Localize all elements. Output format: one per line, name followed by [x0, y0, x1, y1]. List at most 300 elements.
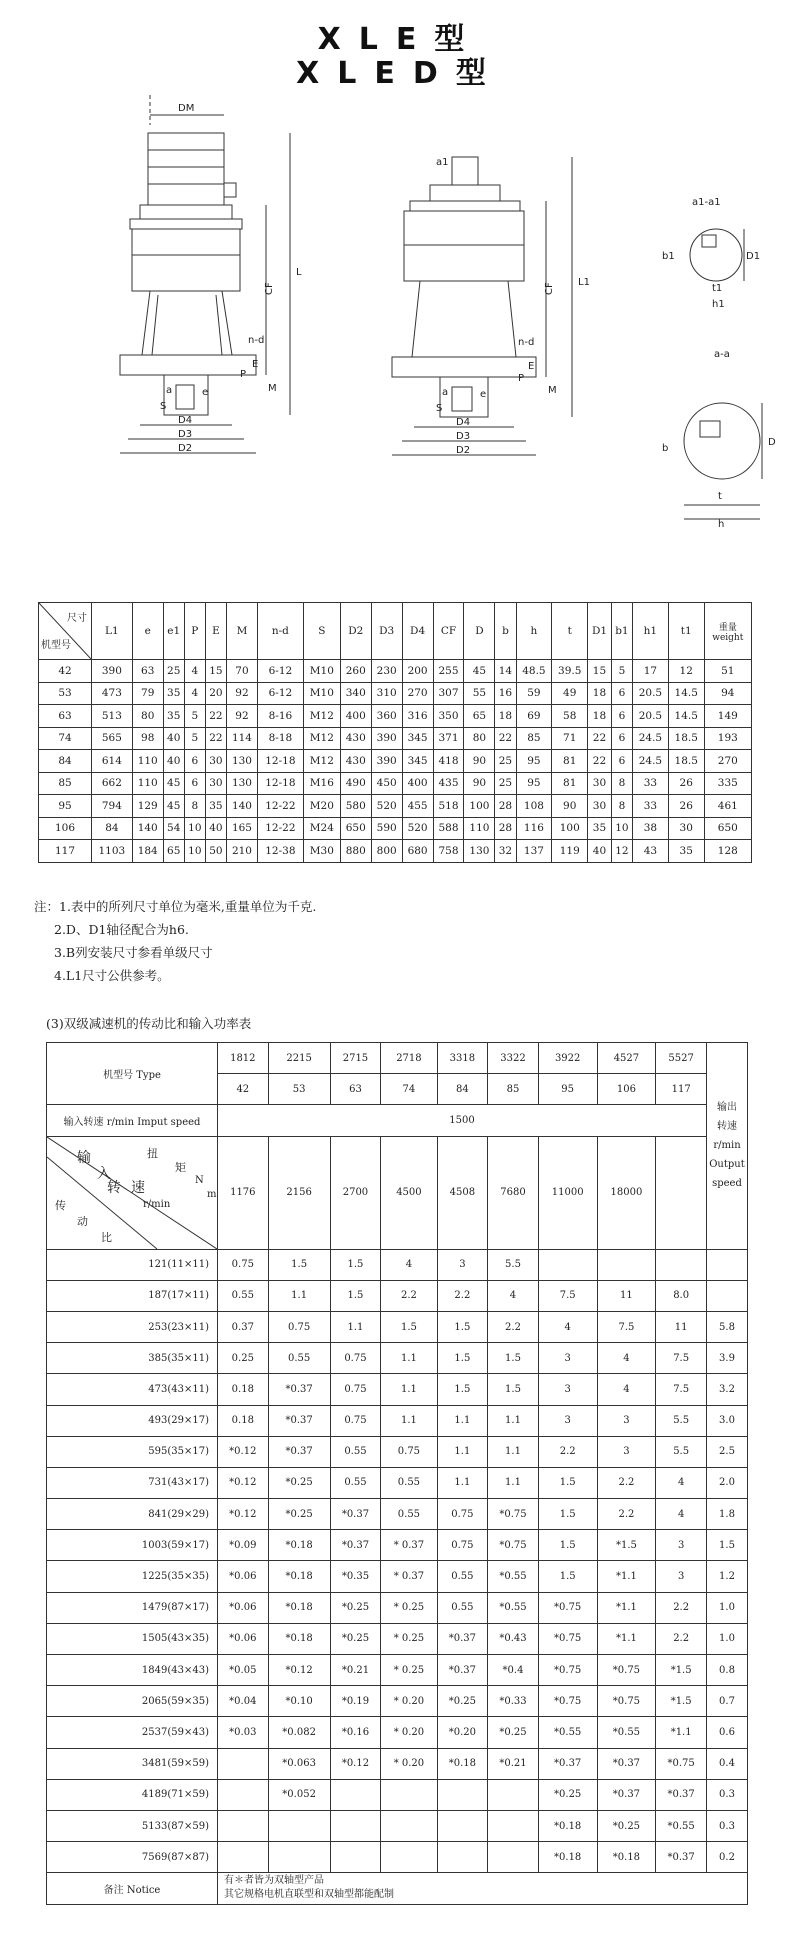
table-cell: [381, 1842, 437, 1873]
table-cell: 1.1: [488, 1405, 539, 1436]
diag-label: 比: [101, 1230, 112, 1244]
table-cell: 40: [163, 750, 184, 773]
label-d4: D4: [178, 415, 193, 426]
label-s-2: S: [436, 403, 443, 414]
label-s: S: [160, 401, 167, 412]
table-cell: 2.2: [656, 1623, 707, 1654]
dim-col-header: D1: [588, 603, 612, 660]
ratio-label-cell: 7569(87×87): [47, 1842, 218, 1873]
table-cell: *0.06: [218, 1623, 269, 1654]
dim-col-header: D: [464, 603, 495, 660]
ratio-label-cell: 5133(87×59): [47, 1810, 218, 1841]
title-xled: XLED型: [296, 56, 504, 91]
table-cell: 30: [588, 772, 612, 795]
table-cell: 165: [227, 817, 258, 840]
table-cell: 33: [632, 772, 668, 795]
ratio-label-cell: 121(11×11): [47, 1249, 218, 1280]
output-label: speed: [712, 1178, 742, 1190]
label-t: t: [718, 491, 722, 502]
table-cell: *0.4: [488, 1655, 539, 1686]
table-cell: 390: [371, 750, 402, 773]
table-cell: 18: [495, 705, 516, 728]
table-cell: *0.37: [597, 1779, 656, 1810]
table-cell: 0.75: [437, 1530, 488, 1561]
table-cell: 45: [464, 660, 495, 683]
table-cell: 345: [402, 750, 433, 773]
table-cell: 0.75: [330, 1405, 381, 1436]
table-cell: 100: [552, 817, 588, 840]
table-cell: 2.2: [597, 1467, 656, 1498]
table-cell: 30: [588, 795, 612, 818]
table-cell: *0.43: [488, 1623, 539, 1654]
table-cell: 3: [597, 1436, 656, 1467]
table-cell: 3: [597, 1405, 656, 1436]
table-cell: 79: [132, 682, 163, 705]
table-cell: M24: [303, 817, 340, 840]
table-cell: 5.8: [707, 1311, 748, 1342]
table-cell: 117: [39, 840, 92, 863]
output-speed-header: [707, 1043, 748, 1250]
table-cell: *0.55: [538, 1717, 597, 1748]
table-cell: * 0.25: [381, 1623, 437, 1654]
model-bottom-cell: 117: [656, 1074, 707, 1105]
table-cell: 1.5: [268, 1249, 330, 1280]
diag-label: 扭: [147, 1146, 158, 1160]
model-top-cell: 4527: [597, 1043, 656, 1074]
table-cell: 4: [597, 1343, 656, 1374]
table-cell: 26: [668, 795, 704, 818]
label-m-2: M: [548, 385, 557, 396]
table-row: [39, 795, 752, 818]
ratio-label-cell: 1003(59×17): [47, 1530, 218, 1561]
table-cell: 6: [611, 727, 632, 750]
table-cell: 184: [132, 840, 163, 863]
table-cell: *0.18: [538, 1810, 597, 1841]
table-cell: 3: [656, 1561, 707, 1592]
table-row: [47, 1561, 748, 1592]
table-cell: 1.5: [538, 1530, 597, 1561]
table-cell: *0.75: [488, 1530, 539, 1561]
table-cell: *0.082: [268, 1717, 330, 1748]
table-cell: 794: [92, 795, 133, 818]
table-cell: 70: [227, 660, 258, 683]
table-cell: *0.75: [597, 1686, 656, 1717]
table-cell: *0.18: [437, 1748, 488, 1779]
table-cell: 1.1: [488, 1436, 539, 1467]
table-cell: *0.20: [437, 1717, 488, 1748]
table-cell: 461: [704, 795, 751, 818]
table-cell: *0.12: [330, 1748, 381, 1779]
dim-col-header: e1: [163, 603, 184, 660]
ratio-label-cell: 3481(59×59): [47, 1748, 218, 1779]
table-row: [47, 1623, 748, 1654]
table-cell: 3.0: [707, 1405, 748, 1436]
weight-label-en: weight: [712, 632, 744, 643]
diag-label: 输: [77, 1149, 91, 1166]
table-cell: 4: [184, 682, 205, 705]
table-cell: 400: [402, 772, 433, 795]
table-cell: 26: [668, 772, 704, 795]
table-cell: 110: [132, 750, 163, 773]
table-row: [47, 1343, 748, 1374]
table-cell: *0.03: [218, 1717, 269, 1748]
table-cell: 400: [340, 705, 371, 728]
table-cell: 0.55: [268, 1343, 330, 1374]
label-aa: a-a: [714, 349, 730, 360]
table-cell: 614: [92, 750, 133, 773]
label-p-2: P: [518, 373, 525, 384]
table-cell: 90: [464, 772, 495, 795]
table-cell: 590: [371, 817, 402, 840]
table-cell: 0.6: [707, 1717, 748, 1748]
table-cell: 800: [371, 840, 402, 863]
table-cell: *0.75: [538, 1623, 597, 1654]
table-cell: 307: [433, 682, 464, 705]
table-row: [47, 1249, 748, 1280]
table-cell: 450: [371, 772, 402, 795]
table-row: [47, 1405, 748, 1436]
table-cell: 6-12: [257, 660, 303, 683]
dim-col-header: D3: [371, 603, 402, 660]
table-cell: M30: [303, 840, 340, 863]
table-cell: 565: [92, 727, 133, 750]
table-cell: 0.8: [707, 1655, 748, 1686]
table-cell: 65: [163, 840, 184, 863]
torque-row: [47, 1136, 748, 1249]
model-bottom-cell: 42: [218, 1074, 269, 1105]
table-cell: 371: [433, 727, 464, 750]
label-l1: L1: [578, 277, 590, 288]
table-cell: *0.18: [268, 1623, 330, 1654]
table-cell: 69: [516, 705, 552, 728]
table-cell: 58: [552, 705, 588, 728]
table-cell: *0.10: [268, 1686, 330, 1717]
table-cell: 81: [552, 772, 588, 795]
table-cell: 2.2: [381, 1280, 437, 1311]
table-cell: [218, 1810, 269, 1841]
table-cell: 490: [340, 772, 371, 795]
table-cell: *0.06: [218, 1561, 269, 1592]
table-cell: [268, 1842, 330, 1873]
table-cell: 0.55: [381, 1467, 437, 1498]
table-cell: 335: [704, 772, 751, 795]
table-cell: *0.55: [488, 1592, 539, 1623]
table-cell: *1.1: [597, 1592, 656, 1623]
table-cell: *0.37: [656, 1842, 707, 1873]
table-cell: 0.2: [707, 1842, 748, 1873]
table-cell: 0.37: [218, 1311, 269, 1342]
table-cell: M12: [303, 727, 340, 750]
torque-cell: 18000: [597, 1136, 656, 1249]
model-bottom-cell: 53: [268, 1074, 330, 1105]
table-cell: 455: [402, 795, 433, 818]
table-cell: 1.1: [381, 1405, 437, 1436]
table-row: [47, 1655, 748, 1686]
table-cell: 33: [632, 795, 668, 818]
note-2: 2.D、D1轴径配合为h6.: [54, 922, 189, 937]
dim-corner-top: 尺寸: [67, 613, 87, 624]
table-cell: 8: [611, 772, 632, 795]
table-cell: 24.5: [632, 727, 668, 750]
label-b: b: [662, 443, 669, 454]
table-cell: 1.1: [381, 1343, 437, 1374]
section-title: (3)双级减速机的传动比和输入功率表: [46, 1016, 252, 1031]
notice-line-2: 其它规格电机直联型和双轴型都能配制: [224, 1889, 394, 1901]
table-cell: *0.12: [218, 1436, 269, 1467]
table-cell: 16: [495, 682, 516, 705]
dim-col-header: E: [205, 603, 226, 660]
table-cell: *0.21: [488, 1748, 539, 1779]
table-cell: 20.5: [632, 682, 668, 705]
table-cell: 94: [704, 682, 751, 705]
table-cell: *1.1: [656, 1717, 707, 1748]
table-cell: 35: [588, 817, 612, 840]
table-cell: *0.04: [218, 1686, 269, 1717]
table-cell: 520: [371, 795, 402, 818]
table-cell: 24.5: [632, 750, 668, 773]
dim-col-header: S: [303, 603, 340, 660]
table-cell: *0.37: [268, 1374, 330, 1405]
table-row: [47, 1530, 748, 1561]
technical-drawings: [0, 95, 800, 545]
table-cell: *0.06: [218, 1592, 269, 1623]
torque-cell: 7680: [488, 1136, 539, 1249]
table-cell: [707, 1249, 748, 1280]
label-p: P: [240, 369, 247, 380]
output-label: r/min: [713, 1140, 741, 1152]
table-cell: 0.55: [437, 1592, 488, 1623]
table-cell: 11: [597, 1280, 656, 1311]
table-cell: 95: [516, 772, 552, 795]
table-cell: 32: [495, 840, 516, 863]
table-cell: [488, 1842, 539, 1873]
table-cell: 12-38: [257, 840, 303, 863]
label-d3-2: D3: [456, 431, 471, 442]
table-cell: 119: [552, 840, 588, 863]
table-cell: 1.5: [437, 1311, 488, 1342]
table-cell: 6: [611, 682, 632, 705]
model-bottom-cell: 85: [488, 1074, 539, 1105]
table-cell: 210: [227, 840, 258, 863]
model-top-cell: 5527: [656, 1043, 707, 1074]
dim-col-header: h1: [632, 603, 668, 660]
ratio-label-cell: 473(43×11): [47, 1374, 218, 1405]
table-cell: 12-22: [257, 795, 303, 818]
table-cell: 200: [402, 660, 433, 683]
table-cell: 17: [632, 660, 668, 683]
table-cell: 2.2: [437, 1280, 488, 1311]
table-row: [47, 1748, 748, 1779]
table-cell: 18.5: [668, 727, 704, 750]
table-cell: 7.5: [538, 1280, 597, 1311]
table-cell: 92: [227, 705, 258, 728]
table-cell: 4: [656, 1499, 707, 1530]
torque-cell: 11000: [538, 1136, 597, 1249]
table-row: [39, 705, 752, 728]
table-cell: 39.5: [552, 660, 588, 683]
table-cell: 22: [588, 727, 612, 750]
label-cf-2: CF: [544, 282, 555, 295]
table-cell: 14.5: [668, 705, 704, 728]
ratio-label-cell: 385(35×11): [47, 1343, 218, 1374]
table-cell: *0.37: [437, 1655, 488, 1686]
diag-label: 矩: [175, 1160, 186, 1174]
table-cell: 45: [163, 795, 184, 818]
table-cell: 0.55: [437, 1561, 488, 1592]
table-cell: 1.5: [330, 1249, 381, 1280]
table-cell: 116: [516, 817, 552, 840]
label-cf: CF: [264, 282, 275, 295]
label-b1: b1: [662, 251, 675, 262]
table-cell: 40: [205, 817, 226, 840]
model-label-cell: 机型号 Type: [47, 1043, 218, 1105]
table-row: [47, 1499, 748, 1530]
table-cell: 0.25: [218, 1343, 269, 1374]
table-cell: *0.37: [538, 1748, 597, 1779]
table-cell: 4: [184, 660, 205, 683]
input-speed-label: 输入转速 r/min Imput speed: [47, 1105, 218, 1136]
table-cell: 1.8: [707, 1499, 748, 1530]
dimension-table: [38, 602, 752, 863]
table-cell: 5.5: [656, 1405, 707, 1436]
table-cell: 137: [516, 840, 552, 863]
table-cell: 1.5: [488, 1374, 539, 1405]
table-cell: 59: [516, 682, 552, 705]
table-cell: 4: [381, 1249, 437, 1280]
table-row: [47, 1374, 748, 1405]
table-cell: 12-18: [257, 772, 303, 795]
dim-col-header: t: [552, 603, 588, 660]
diag-label: 动: [77, 1214, 88, 1228]
table-cell: *0.25: [268, 1467, 330, 1498]
table-cell: * 0.37: [381, 1530, 437, 1561]
table-cell: 51: [704, 660, 751, 683]
table-cell: 30: [668, 817, 704, 840]
table-cell: *0.75: [538, 1686, 597, 1717]
table-cell: [218, 1842, 269, 1873]
table-cell: 15: [588, 660, 612, 683]
table-cell: 1.1: [488, 1467, 539, 1498]
table-cell: M12: [303, 705, 340, 728]
table-row: [47, 1467, 748, 1498]
section-details: [662, 197, 776, 530]
table-cell: 30: [205, 750, 226, 773]
table-cell: 5: [184, 705, 205, 728]
table-row: [47, 1686, 748, 1717]
model-top-cell: 3922: [538, 1043, 597, 1074]
table-cell: 7.5: [597, 1311, 656, 1342]
label-nd-2: n-d: [518, 337, 535, 348]
table-cell: [330, 1779, 381, 1810]
table-cell: 2.0: [707, 1467, 748, 1498]
model-top-cell: 3322: [488, 1043, 539, 1074]
table-row: [39, 660, 752, 683]
table-cell: 80: [464, 727, 495, 750]
ratio-label-cell: 731(43×17): [47, 1467, 218, 1498]
table-cell: *0.18: [268, 1561, 330, 1592]
label-d2-2: D2: [456, 445, 471, 456]
model-top-cell: 2715: [330, 1043, 381, 1074]
ratio-label-cell: 1849(43×43): [47, 1655, 218, 1686]
ratio-label-cell: 2065(59×35): [47, 1686, 218, 1717]
table-cell: 2.2: [656, 1592, 707, 1623]
table-cell: 20.5: [632, 705, 668, 728]
table-cell: 1.1: [330, 1311, 381, 1342]
table-cell: M10: [303, 660, 340, 683]
input-speed-value: 1500: [218, 1105, 707, 1136]
table-cell: 1.5: [381, 1311, 437, 1342]
table-cell: 8: [611, 795, 632, 818]
dim-col-header: M: [227, 603, 258, 660]
table-cell: 65: [464, 705, 495, 728]
table-cell: 10: [184, 840, 205, 863]
table-cell: 1.5: [538, 1561, 597, 1592]
table-cell: *0.75: [488, 1499, 539, 1530]
table-cell: 18.5: [668, 750, 704, 773]
notice-label: 备注 Notice: [47, 1873, 218, 1904]
ratio-label-cell: 841(29×29): [47, 1499, 218, 1530]
table-cell: 0.75: [381, 1436, 437, 1467]
diag-label: r/min: [143, 1198, 171, 1210]
table-cell: 22: [205, 705, 226, 728]
table-cell: 74: [39, 727, 92, 750]
table-cell: 84: [92, 817, 133, 840]
table-cell: 3: [538, 1343, 597, 1374]
table-cell: 0.75: [268, 1311, 330, 1342]
xled-drawing: [392, 157, 590, 456]
table-cell: 35: [668, 840, 704, 863]
table-cell: 130: [464, 840, 495, 863]
table-cell: *0.33: [488, 1686, 539, 1717]
table-cell: 81: [552, 750, 588, 773]
table-cell: 0.3: [707, 1779, 748, 1810]
input-speed-row: [47, 1105, 748, 1136]
table-cell: 270: [704, 750, 751, 773]
table-cell: *0.12: [268, 1655, 330, 1686]
table-cell: [488, 1810, 539, 1841]
table-cell: 7.5: [656, 1374, 707, 1405]
table-cell: *0.75: [597, 1655, 656, 1686]
table-cell: *0.75: [538, 1592, 597, 1623]
label-e-small: e: [202, 387, 209, 398]
table-cell: 2.5: [707, 1436, 748, 1467]
table-cell: 84: [39, 750, 92, 773]
table-cell: 650: [340, 817, 371, 840]
note-4: 4.L1尺寸公供参考。: [54, 968, 170, 983]
table-cell: *0.21: [330, 1655, 381, 1686]
table-cell: 22: [205, 727, 226, 750]
torque-cell: [656, 1136, 707, 1249]
table-cell: 6: [611, 705, 632, 728]
table-cell: 6: [611, 750, 632, 773]
table-cell: 5.5: [656, 1436, 707, 1467]
table-cell: 28: [495, 795, 516, 818]
table-cell: 6: [184, 772, 205, 795]
table-cell: 1.0: [707, 1592, 748, 1623]
ratio-label-cell: 253(23×11): [47, 1311, 218, 1342]
ratio-power-table: [46, 1042, 748, 1905]
dim-col-header: t1: [668, 603, 704, 660]
table-cell: 513: [92, 705, 133, 728]
table-cell: 100: [464, 795, 495, 818]
table-cell: 85: [39, 772, 92, 795]
table-cell: 0.3: [707, 1810, 748, 1841]
table-cell: 11: [656, 1311, 707, 1342]
table-cell: 18: [588, 682, 612, 705]
table-cell: 18: [588, 705, 612, 728]
table-cell: 106: [39, 817, 92, 840]
torque-cell: 4500: [381, 1136, 437, 1249]
